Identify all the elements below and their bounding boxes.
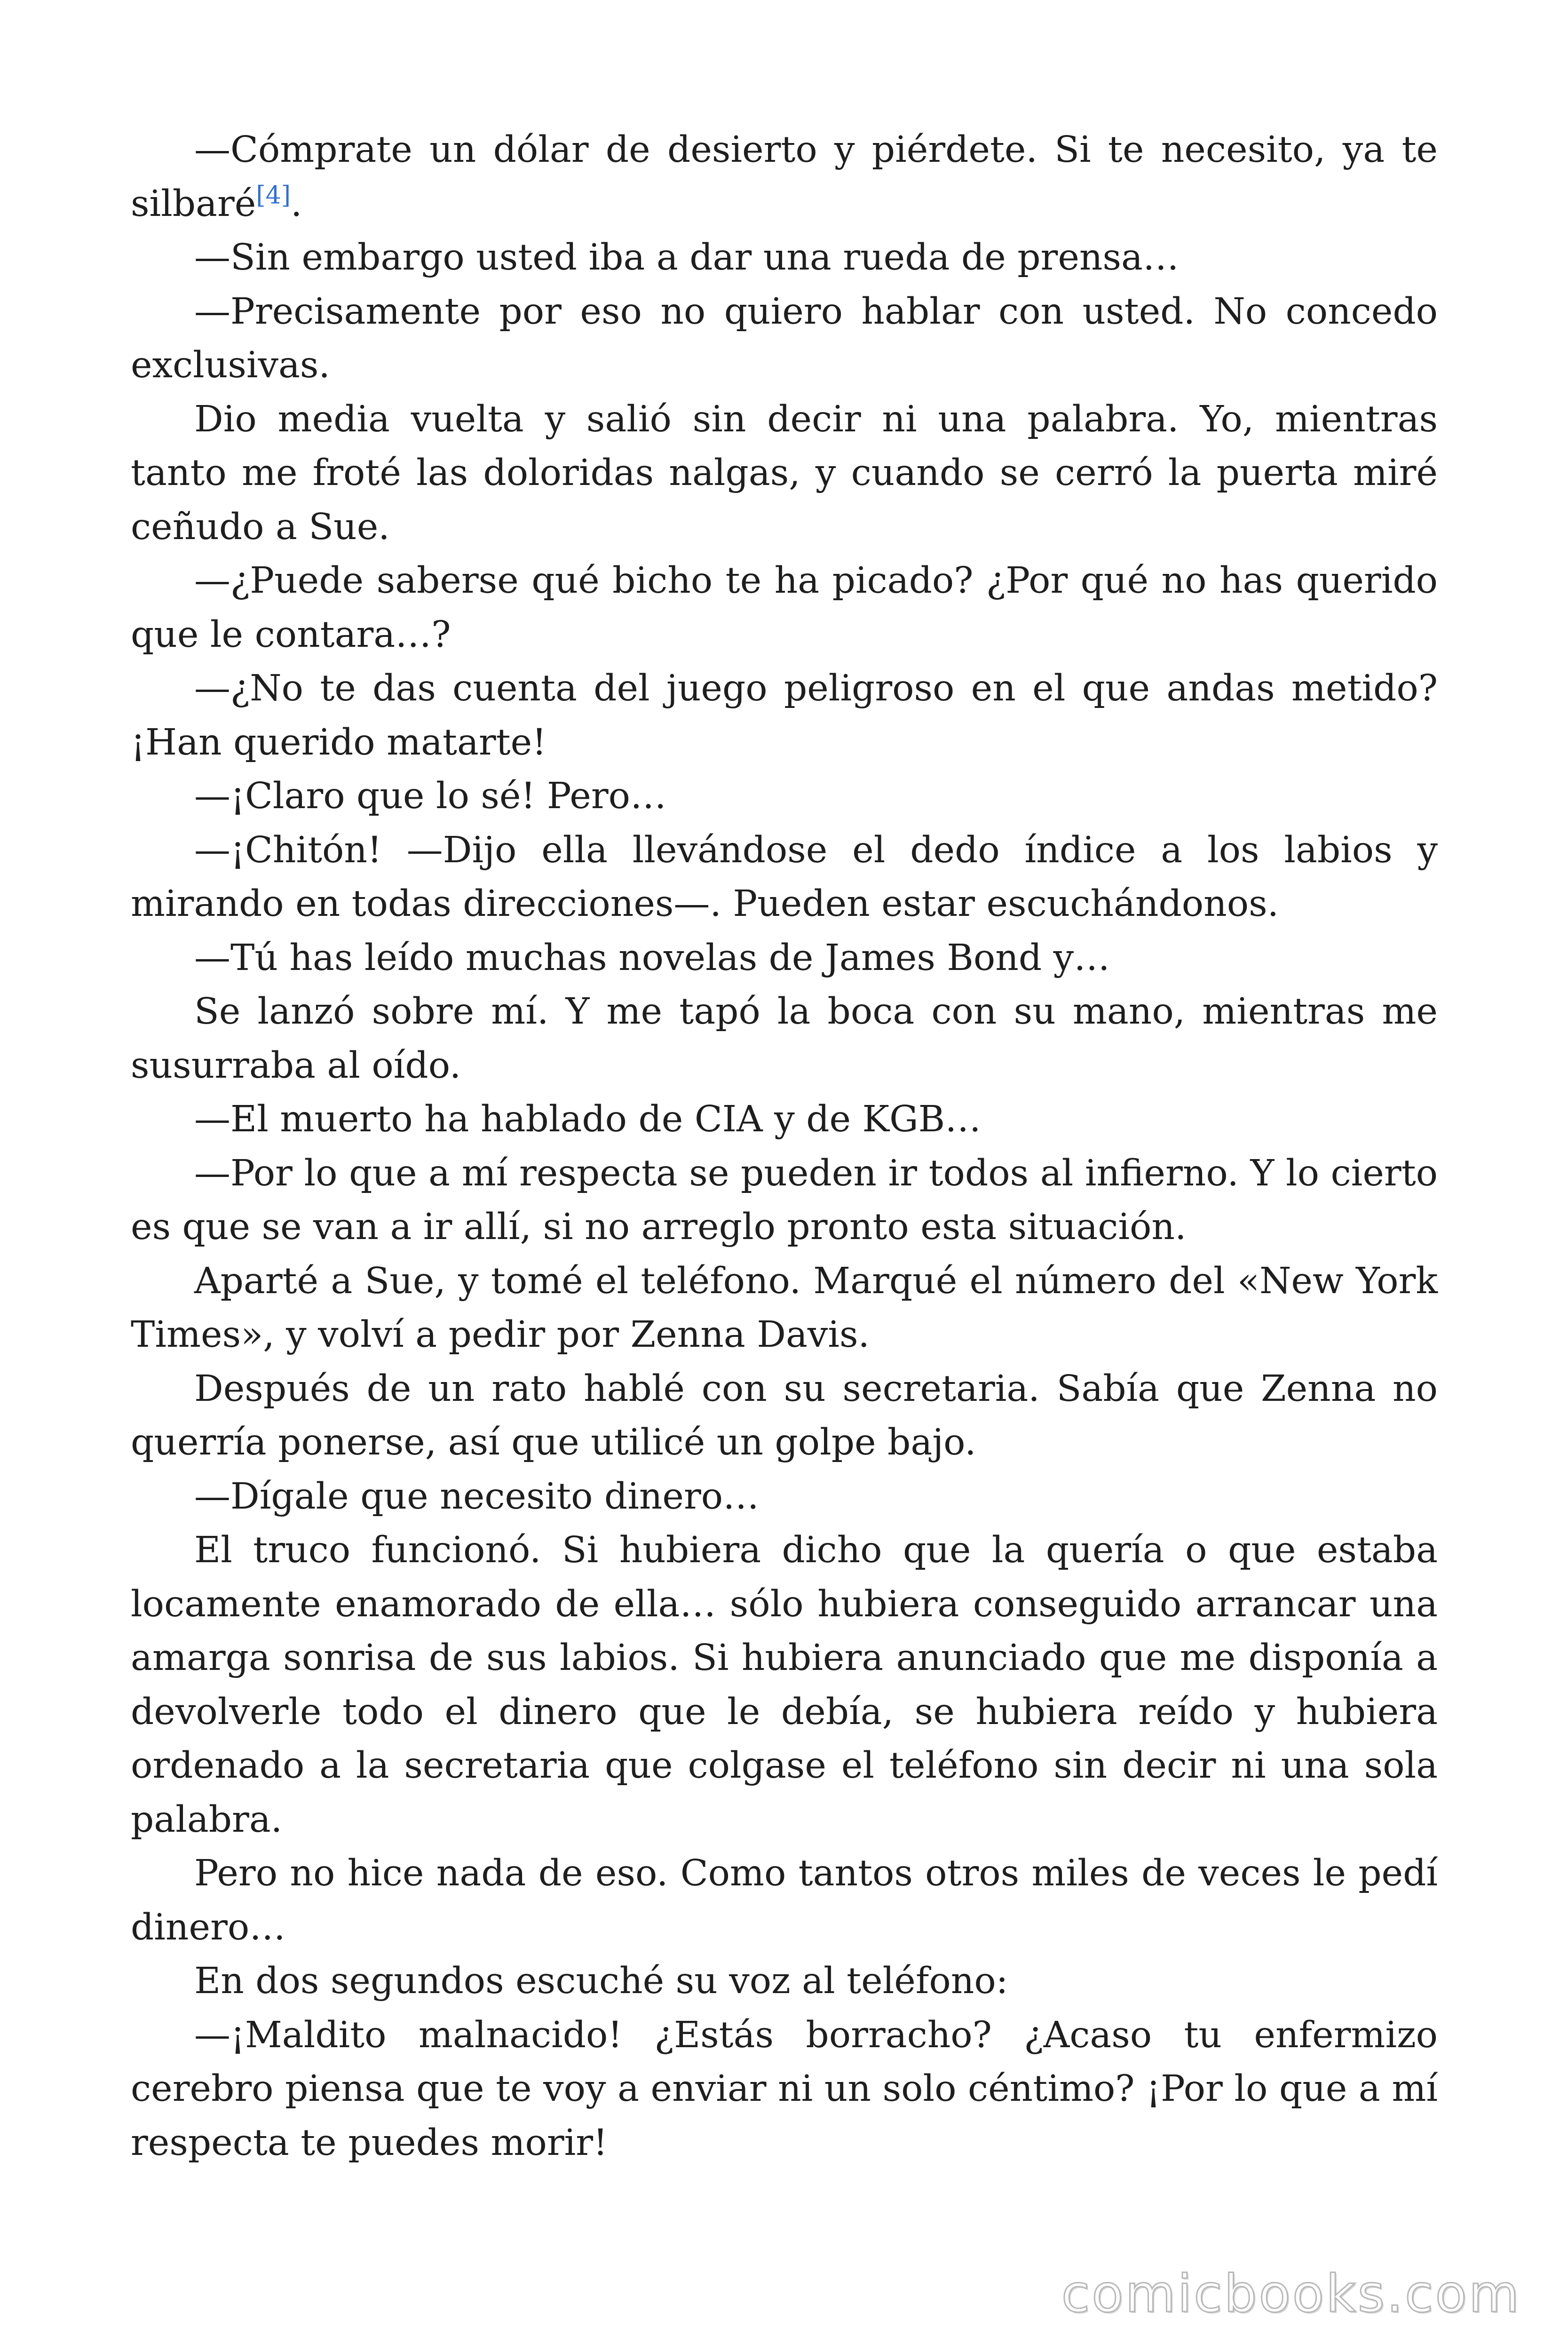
paragraph-17: Pero no hice nada de eso. Como tantos otros miles de veces le pedí dinero…: [131, 1852, 1438, 1948]
footnote-link[interactable]: [4]: [256, 181, 291, 209]
book-page: [131, 123, 1438, 2170]
paragraph-13: Aparté a Sue, y tomé el teléfono. Marqué el número del «New York Times», y volví a pedir por Zenna Davis.: [131, 1260, 1438, 1356]
paragraph-7: —¡Claro que lo sé! Pero…: [194, 775, 667, 817]
paragraph-text-end: .: [291, 183, 302, 225]
paragraph-10: Se lanzó sobre mí. Y me tapó la boca con su mano, mientras me susurraba al oído.: [131, 991, 1438, 1087]
paragraph-16: El truco funcionó. Si hubiera dicho que la quería o que estaba locamente enamorado de ella… sólo hubiera conseguido arrancar una amarga sonrisa de sus labios. Si hubiera anunciado que me disponía a devolverle todo el dinero que le debía, se hubiera reído y hubiera ordenado a la secretaria que colgase el teléfono sin decir ni una sola palabra.: [131, 1529, 1438, 1841]
watermark: comicbooks.com: [1061, 2264, 1521, 2324]
paragraph-text: —Cómprate un dólar de desierto y piérdete. Si te necesito, ya te silbaré: [131, 129, 1438, 225]
paragraph-6: —¿No te das cuenta del juego peligroso en el que andas metido? ¡Han querido matarte!: [131, 667, 1438, 763]
paragraph-15: —Dígale que necesito dinero…: [194, 1475, 760, 1518]
paragraph-12: —Por lo que a mí respecta se pueden ir todos al infierno. Y lo cierto es que se van a ir allí, si no arreglo pronto esta situación.: [131, 1152, 1438, 1248]
paragraph-3: —Precisamente por eso no quiero hablar con usted. No concedo exclusivas.: [131, 290, 1438, 386]
paragraph-14: Después de un rato hablé con su secretaria. Sabía que Zenna no querría ponerse, así que utilicé un golpe bajo.: [131, 1367, 1438, 1463]
paragraph-2: —Sin embargo usted iba a dar una rueda de prensa…: [194, 237, 1179, 278]
paragraph-9: —Tú has leído muchas novelas de James Bond y…: [194, 937, 1110, 979]
paragraph-5: —¿Puede saberse qué bicho te ha picado? ¿Por qué no has querido que le contara…?: [131, 560, 1438, 656]
paragraph-18: En dos segundos escuché su voz al teléfono:: [194, 1960, 1008, 2002]
paragraph-1: [131, 123, 1438, 231]
paragraph-19: —¡Maldito malnacido! ¿Estás borracho? ¿Acaso tu enfermizo cerebro piensa que te voy a enviar ni un solo céntimo? ¡Por lo que a mí respecta te puedes morir!: [131, 2014, 1438, 2164]
paragraph-11: —El muerto ha hablado de CIA y de KGB…: [194, 1098, 982, 1140]
paragraph-8: —¡Chitón! —Dijo ella llevándose el dedo índice a los labios y mirando en todas direcciones—. Pueden estar escuchándonos.: [131, 829, 1438, 925]
paragraph-4: Dio media vuelta y salió sin decir ni una palabra. Yo, mientras tanto me froté las doloridas nalgas, y cuando se cerró la puerta miré ceñudo a Sue.: [131, 398, 1438, 548]
